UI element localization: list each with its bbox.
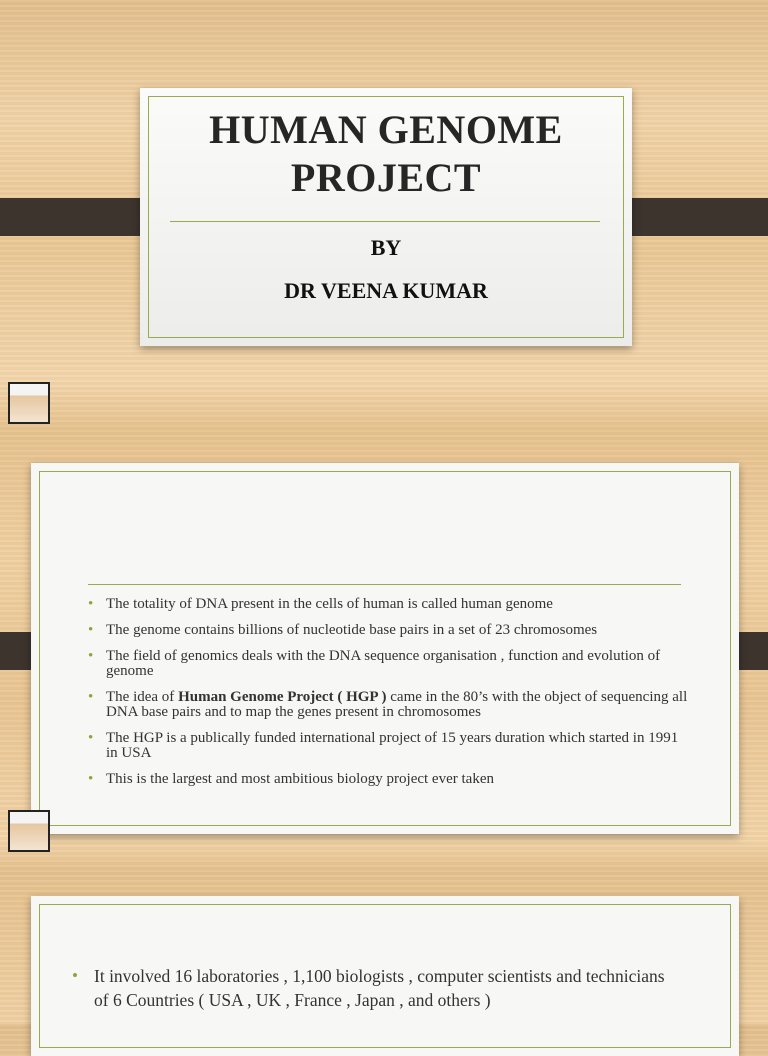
bullet-item (88, 623, 693, 638)
bullet-icon: • (88, 689, 94, 705)
content-divider (88, 584, 681, 585)
left-strap (0, 198, 156, 236)
bullet-icon: • (88, 730, 94, 746)
right-strap (614, 198, 768, 236)
title-slide (140, 88, 632, 346)
bullet-item (88, 649, 693, 679)
author-name: DR VEENA KUMAR (284, 278, 488, 303)
bullet-icon: • (88, 771, 94, 787)
bullet-text: The idea of (106, 689, 179, 705)
slide-title (140, 106, 632, 202)
by-label: BY (370, 235, 402, 260)
bullet-text: The totality of DNA present in the cells of human is called human genome (106, 596, 553, 612)
content-slide (31, 463, 739, 834)
bullet-item (88, 772, 693, 787)
title-line-2: PROJECT (290, 155, 482, 200)
bullet-text: came in the 80’s with the object of sequencing all DNA base pairs and to map the genes present in chromosomes (106, 689, 688, 720)
bullet-icon: • (88, 596, 94, 612)
title-divider (170, 221, 600, 222)
bullet-list (72, 964, 672, 1012)
bullet-list (88, 597, 693, 798)
bullet-item (72, 964, 672, 1012)
bullet-icon: • (72, 966, 78, 985)
bullet-icon: • (88, 648, 94, 664)
slide-frame-icon (8, 382, 50, 424)
bullet-text: It involved 16 laboratories , 1,100 biologists , computer scientists and technicians of 6 Countries ( USA , UK , France , Japan , and others ) (94, 966, 665, 1010)
content-slide (31, 896, 739, 1056)
bullet-text: The HGP is a publically funded international project of 15 years duration which started in 1991 in USA (106, 730, 679, 761)
bullet-text: This is the largest and most ambitious biology project ever taken (106, 771, 494, 787)
title-line-1: HUMAN GENOME (209, 107, 563, 152)
bullet-text: The genome contains billions of nucleotide base pairs in a set of 23 chromosomes (106, 622, 598, 638)
slide-frame-icon (8, 810, 50, 852)
bullet-item (88, 690, 693, 720)
bullet-text: The field of genomics deals with the DNA sequence organisation , function and evolution of genome (106, 648, 661, 679)
bullet-bold-text: Human Genome Project ( HGP ) (178, 689, 387, 705)
bullet-item (88, 731, 693, 761)
bullet-icon: • (88, 622, 94, 638)
bullet-item (88, 597, 693, 612)
